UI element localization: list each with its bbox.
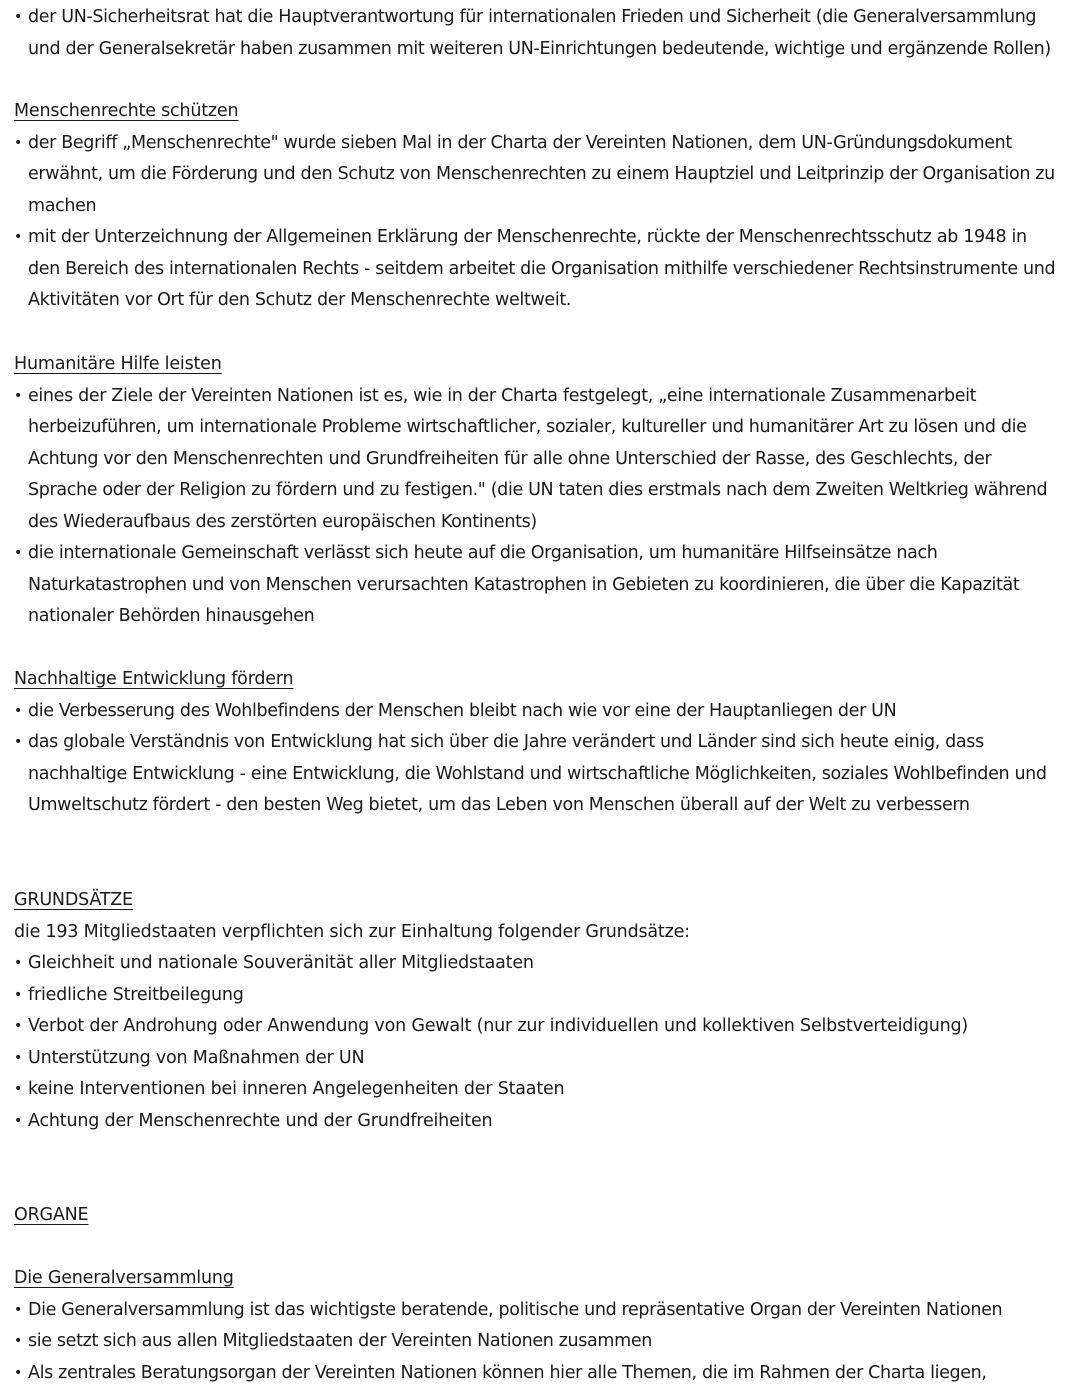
- section-humanitaer: [14, 349, 1059, 633]
- section-heading: Humanitäre Hilfe leisten: [14, 354, 222, 374]
- section-entwicklung: [14, 664, 1059, 822]
- section-heading: GRUNDSÄTZE: [14, 890, 133, 910]
- list-item: • die internationale Gemeinschaft verlässt sich heute auf die Organisation, um humanitäre Hilfseinsätze nach Naturkatastrophen und von Menschen verursachten Katastrophen in Gebieten zu koordinieren, die über die Kapazität nationaler Behörden hinausgehen: [14, 538, 1059, 633]
- section-heading: Menschenrechte schützen: [14, 101, 239, 121]
- menschenrechte-bullet-list: [14, 128, 1059, 317]
- section-grundsaetze: [14, 885, 1059, 1137]
- section-heading: Die Generalversammlung: [14, 1268, 234, 1288]
- list-item: • Als zentrales Beratungsorgan der Vereinten Nationen können hier alle Themen, die im Rahmen der Charta liegen,: [14, 1358, 1059, 1390]
- list-item: • die Verbesserung des Wohlbefindens der Menschen bleibt nach wie vor eine der Hauptanliegen der UN: [14, 696, 1059, 728]
- list-item: • sie setzt sich aus allen Mitgliedstaaten der Vereinten Nationen zusammen: [14, 1326, 1059, 1358]
- grundsaetze-intro: die 193 Mitgliedstaaten verpflichten sich zur Einhaltung folgender Grundsätze:: [14, 921, 690, 942]
- section-generalversammlung: [14, 1263, 1059, 1389]
- list-item: • das globale Verständnis von Entwicklung hat sich über die Jahre verändert und Länder sind sich heute einig, dass nachhaltige Entwicklung - eine Entwicklung, die Wohlstand und wirtschaftliche Möglichkeiten, soziales Wohlbefinden und Umweltschutz fördert - den besten Weg bietet, um das Leben von Menschen überall auf der Welt zu verbessern: [14, 727, 1059, 822]
- section-organe: [14, 1200, 1059, 1232]
- generalversammlung-bullet-list: [14, 1295, 1059, 1390]
- list-item: • der UN-Sicherheitsrat hat die Hauptverantwortung für internationalen Frieden und Sicherheit (die Generalversammlung und der Generalsekretär haben zusammen mit weiteren UN-Einrichtungen bedeutende, wichtige und ergänzende Rollen): [14, 2, 1059, 65]
- list-item: • eines der Ziele der Vereinten Nationen ist es, wie in der Charta festgelegt, „eine internationale Zusammenarbeit herbeizuführen, um internationale Probleme wirtschaftlicher, sozialer, kultureller und humanitärer Art zu lösen und die Achtung vor den Menschenrechten und Grundfreiheiten für alle ohne Unterschied der Rasse, des Geschlechts, der Sprache oder der Religion zu fördern und zu festigen." (die UN taten dies erstmals nach dem Zweiten Weltkrieg während des Wiederaufbaus des zerstörten europäischen Kontinents): [14, 381, 1059, 539]
- list-item: • der Begriff „Menschenrechte" wurde sieben Mal in der Charta der Vereinten Nationen, dem UN-Gründungsdokument erwähnt, um die Förderung und den Schutz von Menschenrechten zu einem Hauptziel und Leitprinzip der Organisation zu machen: [14, 128, 1059, 223]
- list-item: • Die Generalversammlung ist das wichtigste beratende, politische und repräsentative Organ der Vereinten Nationen: [14, 1295, 1059, 1327]
- list-item: • Unterstützung von Maßnahmen der UN: [14, 1043, 1059, 1075]
- intro-bullet-list: [14, 2, 1059, 65]
- list-item: • mit der Unterzeichnung der Allgemeinen Erklärung der Menschenrechte, rückte der Menschenrechtsschutz ab 1948 in den Bereich des internationalen Rechts - seitdem arbeitet die Organisation mithilfe verschiedener Rechtsinstrumente und Aktivitäten vor Ort für den Schutz der Menschenrechte weltweit.: [14, 222, 1059, 317]
- intro-section: [14, 2, 1059, 65]
- section-menschenrechte: [14, 96, 1059, 317]
- list-item: • keine Interventionen bei inneren Angelegenheiten der Staaten: [14, 1074, 1059, 1106]
- grundsaetze-bullet-list: [14, 948, 1059, 1137]
- entwicklung-bullet-list: [14, 696, 1059, 822]
- list-item: • Achtung der Menschenrechte und der Grundfreiheiten: [14, 1106, 1059, 1138]
- list-item: • friedliche Streitbeilegung: [14, 980, 1059, 1012]
- section-heading: Nachhaltige Entwicklung fördern: [14, 669, 294, 689]
- section-heading: ORGANE: [14, 1205, 89, 1225]
- list-item: • Gleichheit und nationale Souveränität aller Mitgliedstaaten: [14, 948, 1059, 980]
- humanitaer-bullet-list: [14, 381, 1059, 633]
- list-item: • Verbot der Androhung oder Anwendung von Gewalt (nur zur individuellen und kollektiven Selbstverteidigung): [14, 1011, 1059, 1043]
